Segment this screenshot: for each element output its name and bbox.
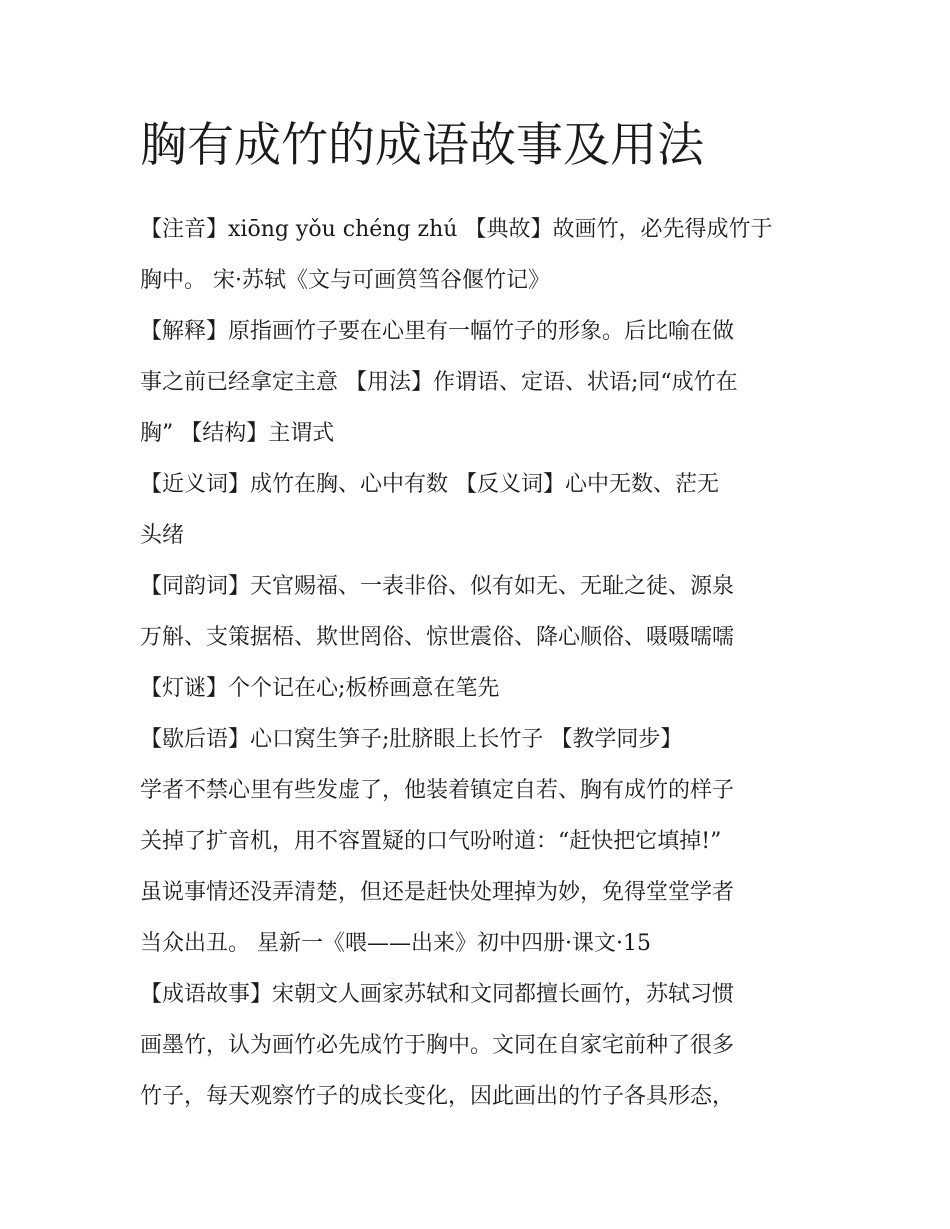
text-line: 学者不禁心里有些发虚了，他装着镇定自若、胸有成竹的样子	[140, 778, 735, 803]
text-line: 【同韵词】天官赐福、一表非俗、似有如无、无耻之徒、源泉	[140, 574, 735, 599]
text-line: 关掉了扩音机，用不容置疑的口气吩咐道：“赶快把它填掉!”	[140, 829, 722, 854]
text-line: 【歇后语】心口窝生笋子;肚脐眼上长竹子 【教学同步】	[140, 727, 683, 752]
text-line: 虽说事情还没弄清楚，但还是赶快处理掉为妙，免得堂堂学者	[140, 880, 735, 905]
text-line: 竹子，每天观察竹子的成长变化，因此画出的竹子各具形态，	[140, 1084, 735, 1109]
document-body	[140, 204, 820, 1122]
text-line: 当众出丑。 星新一《喂——出来》初中四册·课文·15	[140, 931, 651, 956]
text-line: 画墨竹，认为画竹必先成竹于胸中。文同在自家宅前种了很多	[140, 1033, 735, 1058]
text-line: 胸中。 宋·苏轼《文与可画筼筜谷偃竹记》	[140, 268, 550, 293]
document-page	[140, 110, 820, 1122]
page-title: 胸有成竹的成语故事及用法	[140, 118, 704, 173]
text-line: 【灯谜】个个记在心;板桥画意在笔先	[140, 676, 500, 701]
text-line: 胸” 【结构】主谓式	[140, 421, 335, 446]
text-line: 【成语故事】宋朝文人画家苏轼和文同都擅长画竹，苏轼习惯	[140, 982, 735, 1007]
text-line: 万斛、支策据梧、欺世罔俗、惊世震俗、降心顺俗、嗫嗫嚅嚅	[140, 625, 735, 650]
text-line: 事之前已经拿定主意 【用法】作谓语、定语、状语;同“成竹在	[140, 370, 738, 395]
text-line: 【解释】原指画竹子要在心里有一幅竹子的形象。后比喻在做	[140, 319, 735, 344]
text-line: 【注音】xiōng yǒu chéng zhú 【典故】故画竹，必先得成竹于	[140, 217, 773, 242]
text-line: 【近义词】成竹在胸、心中有数 【反义词】心中无数、茫无	[140, 472, 719, 497]
text-line: 头绪	[140, 523, 185, 548]
